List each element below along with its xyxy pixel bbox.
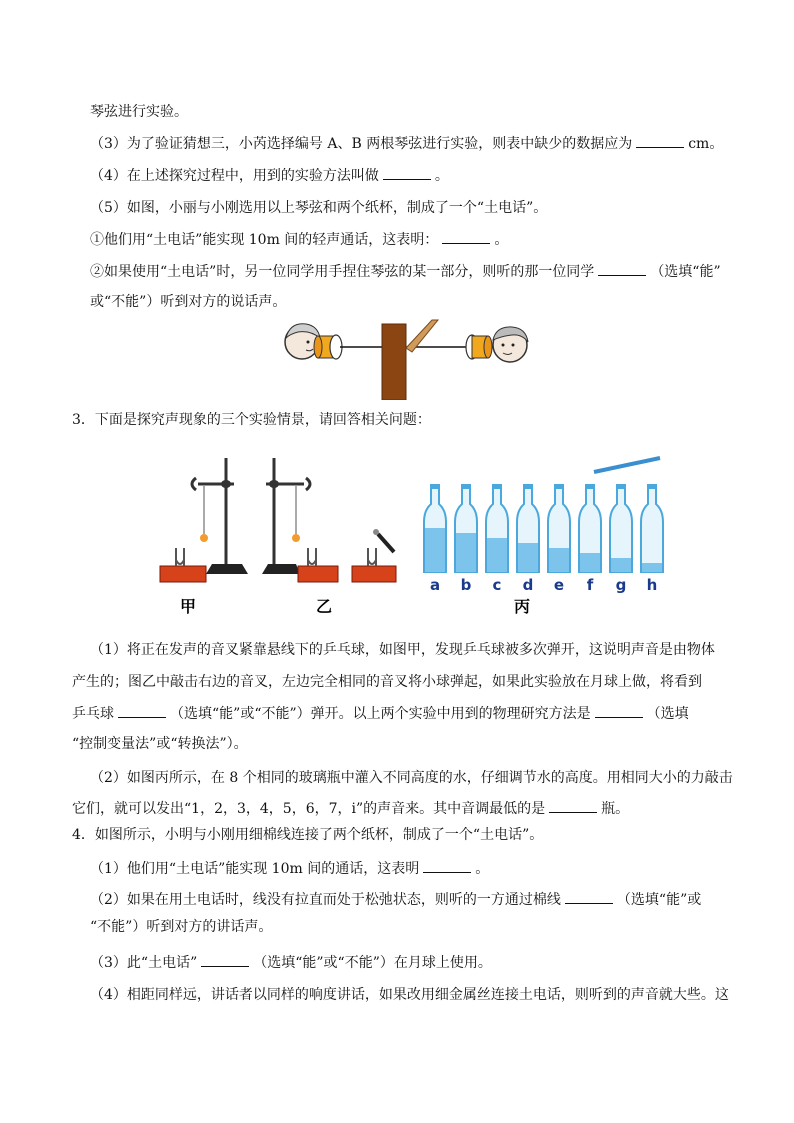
caption-bing: 丙	[514, 597, 531, 616]
bottle-label-d: d	[522, 576, 534, 594]
bottle-neck-c	[492, 484, 502, 489]
wooden-stand-icon	[382, 320, 438, 400]
q2-item-4-text: （4）在上述探究过程中，用到的实验方法叫做	[90, 168, 379, 184]
q2-item-3-unit: cm。	[688, 136, 724, 152]
caption-yi: 乙	[316, 597, 333, 616]
q2-line-0: 琴弦进行实验。	[90, 104, 188, 120]
water-c	[487, 538, 507, 572]
q4-item-1-end: 。	[475, 861, 490, 877]
q2-item-5-sub2	[90, 262, 721, 282]
q2-item-5-sub1-text: ①他们用“土电话”能实现 10m 间的轻声通话，这表明：	[90, 232, 439, 248]
water-a	[425, 528, 445, 572]
q3-p1-l3	[72, 704, 689, 724]
q2-item-3-text: （3）为了验证猜想三，小芮选择编号 A、B 两根琴弦进行实验，则表中缺少的数据应为	[90, 136, 633, 152]
q4-item-4: （4）相距同样远，讲话者以同样的响度讲话，如果改用细金属丝连接土电话，则听到的声音就大些。这	[90, 987, 729, 1003]
bottle-neck-e	[554, 484, 564, 489]
string-telephone-figure	[280, 318, 534, 400]
answer-blank[interactable]	[201, 953, 249, 967]
q3-p1-l1: （1）将正在发声的音叉紧靠悬线下的乒乓球，如图甲，发现乒乓球被多次弹开，这说明声音是由物体	[90, 642, 715, 658]
q3-p1-l3-c: （选填	[646, 706, 689, 722]
q2-item-5-sub2-text: ②如果使用“土电话”时，另一位同学用手捏住琴弦的某一部分，则听的那一位同学	[90, 264, 595, 280]
answer-blank[interactable]	[595, 704, 643, 718]
q2-item-5-sub2-end: （选填“能”	[650, 264, 721, 280]
q2-item-4-end: 。	[434, 168, 449, 184]
q4-item-2-cont: “不能”）听到对方的讲话声。	[90, 919, 273, 935]
bottle-neck-h	[647, 484, 657, 489]
q3-p2-l2	[72, 799, 629, 819]
bottle-h	[641, 488, 663, 572]
bottle-neck-f	[585, 484, 595, 489]
caption-jia: 甲	[180, 597, 197, 616]
q4-item-3	[90, 953, 492, 973]
water-e	[549, 548, 569, 572]
bottle-label-h: h	[646, 576, 658, 594]
q4-item-2-end: （选填“能”或	[616, 892, 702, 908]
answer-blank[interactable]	[598, 262, 646, 276]
experiment-yi	[262, 458, 396, 582]
striking-rod	[594, 458, 660, 472]
bottle-label-e: e	[553, 576, 565, 594]
q3-title: 3．下面是探究声现象的三个实验情景，请回答相关问题：	[72, 412, 431, 428]
water-g	[611, 558, 631, 572]
answer-blank[interactable]	[636, 134, 684, 148]
answer-blank[interactable]	[423, 859, 471, 873]
bottle-label-f: f	[586, 576, 594, 594]
water-d	[518, 543, 538, 572]
answer-blank[interactable]	[118, 704, 166, 718]
answer-blank[interactable]	[383, 166, 431, 180]
q3-p1-l4: “控制变量法”或“转换法”）。	[72, 736, 248, 752]
bottle-neck-d	[523, 484, 533, 489]
answer-blank[interactable]	[442, 230, 490, 244]
q3-p2-l2-a: 它们，就可以发出“1，2，3，4，5，6，7，i”的声音来。其中音调最低的是	[72, 801, 546, 817]
q3-p2-l1: （2）如图丙所示，在 8 个相同的玻璃瓶中灌入不同高度的水，仔细调节水的高度。用相同大小的力敲击	[90, 770, 733, 786]
q2-item-5-sub2-cont: 或“不能”）听到对方的说话声。	[90, 294, 287, 310]
q4-item-2	[90, 890, 701, 910]
q2-item-5-sub1-end: 。	[494, 232, 509, 248]
q2-item-3	[90, 134, 723, 154]
q2-item-4	[90, 166, 449, 186]
q4-item-3-end: （选填“能”或“不能”）在月球上使用。	[253, 955, 492, 971]
sound-experiments-figure	[156, 448, 666, 623]
experiment-bing	[424, 484, 663, 594]
experiment-jia	[160, 458, 248, 582]
q4-title: 4．如图所示，小明与小刚用细棉线连接了两个纸杯，制成了一个“土电话”。	[72, 827, 544, 843]
q4-item-1	[90, 859, 489, 879]
q4-item-2-text: （2）如果在用土电话时，线没有拉直而处于松弛状态，则听的一方通过棉线	[90, 892, 561, 908]
q3-p1-l3-a: 乒乓球	[72, 706, 114, 722]
q3-p1-l2: 产生的；图乙中敲击右边的音叉，左边完全相同的音叉将小球弹起，如果此实验放在月球上做，将看到	[72, 674, 702, 690]
boy-head-icon	[493, 327, 528, 362]
q3-p1-l3-b: （选填“能”或“不能”）弹开。以上两个实验中用到的物理研究方法是	[170, 706, 591, 722]
bottle-neck-g	[616, 484, 626, 489]
bottle-label-b: b	[460, 576, 472, 594]
right-cup-icon	[466, 335, 492, 359]
left-cup-icon	[314, 335, 342, 359]
answer-blank[interactable]	[549, 799, 597, 813]
bottle-label-c: c	[492, 576, 502, 594]
bottle-label-g: g	[615, 576, 627, 594]
q4-item-1-text: （1）他们用“土电话”能实现 10m 间的通话，这表明	[90, 861, 420, 877]
bottle-label-a: a	[429, 576, 441, 594]
bottle-neck-b	[461, 484, 471, 489]
bottle-neck-a	[430, 484, 440, 489]
q3-p2-l2-b: 瓶。	[601, 801, 630, 817]
q2-item-5: （5）如图，小丽与小刚选用以上琴弦和两个纸杯，制成了一个“土电话”。	[90, 200, 548, 216]
water-f	[580, 553, 600, 572]
water-h	[642, 563, 662, 572]
answer-blank[interactable]	[565, 890, 613, 904]
q2-item-5-sub1	[90, 230, 508, 250]
water-b	[456, 533, 476, 572]
q4-item-3-text: （3）此“土电话”	[90, 955, 198, 971]
